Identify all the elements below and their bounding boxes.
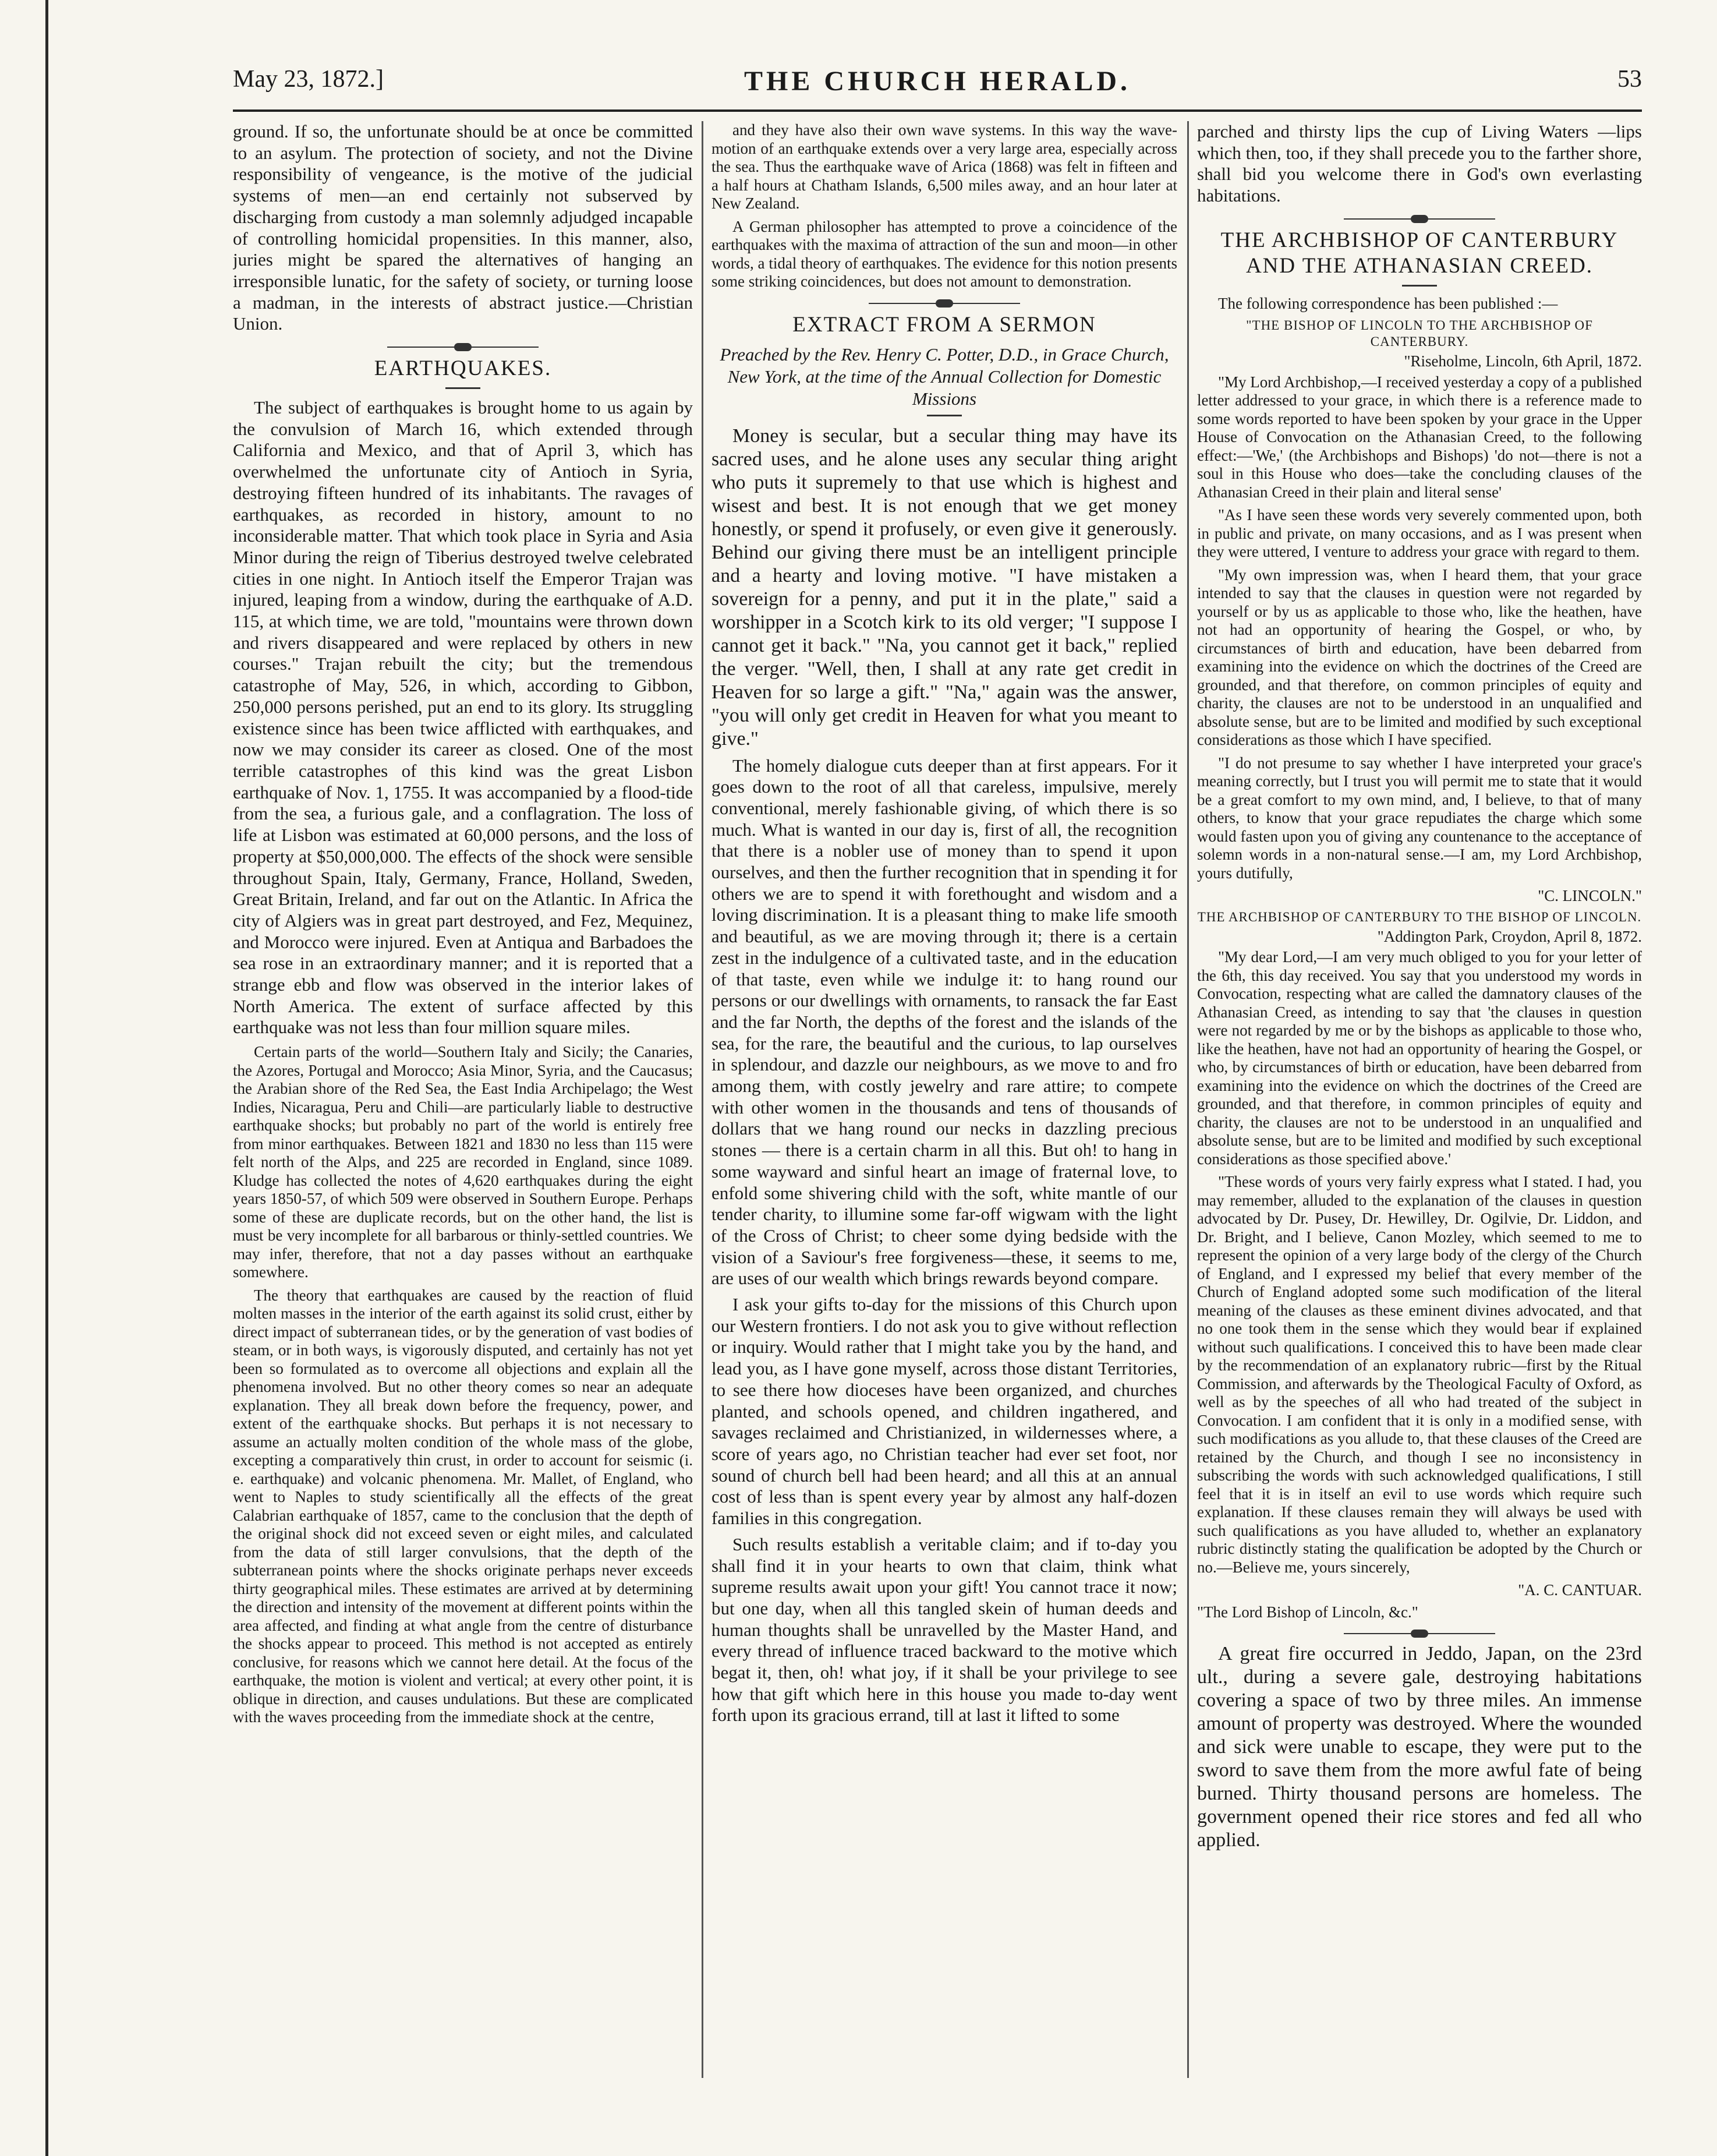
earthquakes-heading: EARTHQUAKES. <box>374 356 552 381</box>
newspaper-title: THE CHURCH HERALD. <box>744 66 1131 97</box>
sermon-continuation: parched and thirsty lips the cup of Living Waters —lips which then, too, if they shall precede you to the farther shore, shall bid you welcome there in God's own everlasting habitations. <box>1197 121 1642 206</box>
letter-paragraph: "These words of yours very fairly express what I stated. I had, you may remember, alluded to the explanation of the clauses in question advocated by Dr. Pusey, Dr. Hewilley, Dr. Ogilvie, Dr. Liddon, and Dr. Bright, and I believe, Canon Mozley, which seemed to me to represent the opinion of a very large body of the clergy of the Church of England, and I expressed my belief that every member of the Church of England adopted some such modification of the literal meaning of the clauses as these eminent divines advocated, and that no one took them in the sense which they would bear if explained without such qualifications. I conceived this to have been made clear by the recommendation of an explanatory rubric—first by the Ritual Commission, and afterwards by the Theological Faculty of Oxford, as well as by the speeches of all who had treated of the subject in Convocation. I am confident that it is only in a modified sense, with such modifications as you allude to, that these clauses of the Creed are retained by the Church, and though I see no inconsistency in subscribing the words with such acknowledged qualifications, I still feel that it is in itself an evil to use words which require such explanation. If these clauses remain they will always be used with such qualifications as you have alluded to, whether an explanatory rubric distinctly stating the qualification be adopted by the Church or no.—Believe me, yours sincerely, <box>1197 1173 1642 1576</box>
column-rule-2 <box>1187 121 1189 2078</box>
section-ornament <box>1344 1630 1495 1638</box>
column-rule-1 <box>702 121 703 2078</box>
earthquakes-paragraph: Certain parts of the world—Southern Italy and Sicily; the Canaries, the Azores, Portugal and Morocco; Asia Minor, Syria, and the Caucasus; the Arabian shore of the Red Sea, the East India Archipelago; the West Indies, Nicaragua, Peru and Chili—are particularly liable to destructive earthquake shocks; but probably no part of the world is entirely free from minor earthquakes. Between 1821 and 1830 no less than 115 were felt north of the Alps, and 225 are recorded in England, since 1089. Kludge has collected the notes of 4,620 earthquakes during the eight years 1850-57, of which 509 were observed in Southern Europe. Perhaps some of these are duplicate records, but on the other hand, the list is must be very incomplete for all barbarous or thinly-settled countries. We may infer, therefore, that not a day passes without an earthquake somewhere. <box>233 1043 693 1281</box>
section-ornament <box>1344 215 1495 223</box>
sermon-paragraph: Such results establish a veritable claim; and if to-day you shall find it in your hearts to own that claim, think what supreme results await upon your gift! You cannot trace it now; but one day, when all this tangled skein of human deeds and human thoughts shall be unravelled by the Master Hand, and every thread of influence traced backward to the motive which begat it, then, oh! what joy, if it shall be your privilege to see how that gift which here in this house you made to-day went forth upon its gracious errand, till at last it lifted to some <box>711 1533 1177 1726</box>
section-ornament <box>387 343 539 351</box>
letter-dateline: "Addington Park, Croydon, April 8, 1872. <box>1377 927 1642 945</box>
letter-paragraph: "My Lord Archbishop,—I received yesterday a copy of a published letter addressed to your grace, in which there is a reference made to some words reported to have been spoken by your grace in the Upper House of Convocation on the Athanasian Creed, to the following effect:—'We,' (the Archbishops and Bishops) 'do not—there is not a soul in this House who does—take the concluding clauses of the Athanasian Creed in their plain and literal sense' <box>1197 373 1642 501</box>
heading-dash <box>1402 285 1437 287</box>
archbishop-heading: THE ARCHBISHOP OF CANTERBURY AND THE ATHANASIAN CREED. <box>1220 228 1619 278</box>
letter-paragraph: "I do not presume to say whether I have interpreted your grace's meaning correctly, but I trust you will permit me to state that it would be a great comfort to my own mind, and, I believe, to that of many others, to know that your grace repudiates the charge which some would fasten upon you of giving any countenance to the acceptance of solemn words in a non-natural sense.—I am, my Lord Archbishop, yours dutifully, <box>1197 754 1642 882</box>
binding-margin-rule <box>45 0 48 2156</box>
heading-dash <box>927 415 962 416</box>
section-ornament <box>869 299 1020 308</box>
earthquakes-paragraph: The subject of earthquakes is brought home to us again by the convulsion of March 16, which extended through California and Mexico, and that of April 3, which has overwhelmed the unfortunate city of Antioch in Syria, destroying fifteen hundred of its inhabitants. The ravages of earthquakes, as recorded in history, amount to no inconsiderable matter. That which took place in Syria and Asia Minor during the reign of Tiberius destroyed twelve celebrated cities in one night. In Antioch itself the Emperor Trajan was injured, leaping from a window, during the earthquake of A.D. 115, at which time, we are told, "mountains were thrown down and rivers disappeared and were replaced by others in new courses." Trajan rebuilt the city; but the tremendous catastrophe of May, 526, in which, according to Gibbon, 250,000 persons perished, put an end to its glory. Its struggling existence since has been twice afflicted with earthquakes, and now we may consider its career as closed. One of the most terrible catastrophes of this kind was the great Lisbon earthquake of Nov. 1, 1755. It was accompanied by a flood-tide from the sea, a furious gale, and a conflagration. The loss of life at Lisbon was estimated at 60,000 persons, and the loss of property at $50,000,000. The effects of the shock were sensible throughout Spain, Italy, Germany, France, Holland, Sweden, Great Britain, Ireland, and far out on the Atlantic. In Africa the city of Algiers was in great part destroyed, and Fez, Mequinez, and Morocco were injured. Even at Antiqua and Barbadoes the sea rose in an extraordinary manner; and it is reported that a strange ebb and flow was observed in the interior lakes of North America. The extent of surface affected by this earthquake was not less than four million square miles. <box>233 397 693 1038</box>
earthquakes-paragraph: and they have also their own wave systems. In this way the wave-motion of an earthquake extends over a very large area, especially across the sea. Thus the earthquake wave of Arica (1868) was felt in fifteen and a half hours at Chatham Islands, 6,500 miles away, and an hour later at New Zealand. <box>711 121 1177 212</box>
sermon-paragraph: I ask your gifts to-day for the missions of this Church upon our Western frontiers. I do not ask you to give without reflection or inquiry. Would rather that I might take you by the hand, and lead you, as I have gone myself, across those distant Territories, to see there how dioceses have been organized, and churches planted, and schools opened, and children ingathered, and savages reclaimed and Christianized, in wildernesses where, a score of years ago, no Christian teacher had ever set foot, nor sound of church bell had been heard; and all this at an annual cost of less than is spent every year by almost any half-dozen families in this congregation. <box>711 1294 1177 1529</box>
letter-caption: THE ARCHBISHOP OF CANTERBURY TO THE BISHOP OF LINCOLN. <box>1197 909 1642 924</box>
letter-signature: "A. C. CANTUAR. <box>1518 1581 1642 1599</box>
column-1 <box>233 121 693 2125</box>
letter-dateline: "Riseholme, Lincoln, 6th April, 1872. <box>1404 352 1642 370</box>
article-continuation: ground. If so, the unfortunate should be at once be committed to an asylum. The protection of society, and not the Divine responsibility of vengeance, is the motive of the judicial systems of men—an end certainly not subserved by discharging from custody a man solemnly adjudged incapable of controlling homicidal propensities. In this manner, also, juries might be spared the alternatives of hanging an irresponsible lunatic, for the safety of society, or turning loose a madman, in the interests of abstract justice.—Christian Union. <box>233 121 693 334</box>
letter-paragraph: "My dear Lord,—I am very much obliged to you for your letter of the 6th, this day received. You say that you understood my words in Convocation, respecting what are called the damnatory clauses of the Athanasian Creed, as intending to say that 'the clauses in question were not regarded by me or by the bishops as applicable to those who, like the heathen, have not had an opportunity of hearing the Gospel, or who, by circumstances of birth or education, have been debarred from examining into the evidence on which the doctrines of the Creed are grounded, and that therefore, in common principles of equity and charity, the clauses are not to be understood in an unqualified and absolute sense, but are to be limited and modified by such exceptional considerations as those specified above.' <box>1197 948 1642 1168</box>
letter-paragraph: "As I have seen these words very severely commented upon, both in public and private, on many occasions, and as I was present when they were uttered, I venture to address your grace with regard to them. <box>1197 506 1642 561</box>
header-rule <box>233 109 1642 112</box>
jeddo-fire-paragraph: A great fire occurred in Jeddo, Japan, on the 23rd ult., during a severe gale, destroying habitations covering a space of two by three miles. An immense amount of property was destroyed. Where the wounded and sick were unable to escape, they were put to the sword to save them from the more awful fate of being burned. Thirty thousand persons are homeless. The government opened their rice stores and fed all who applied. <box>1197 1643 1642 1851</box>
letter-paragraph: "My own impression was, when I heard them, that your grace intended to say that the clauses in question were not regarded by yourself or by us as applicable to those who, like the heathen, have not had an opportunity of hearing the Gospel, or who, by circumstances of birth and education, have been debarred from examining into the evidence on which the doctrines of the Creed are grounded, and that therefore, on common principles of equity and charity, the clauses are not to be understood in an unqualified and absolute sense, but are to be limited and modified by such exceptional considerations as those which I have specified. <box>1197 565 1642 749</box>
letter-addressee: "The Lord Bishop of Lincoln, &c." <box>1197 1603 1418 1621</box>
sermon-paragraph: The homely dialogue cuts deeper than at first appears. For it goes down to the root of all that careless, impulsive, merely conventional, merely fashionable giving, of which there is so much. What is wanted in our day is, first of all, the recognition that there is a nobler use of money than to spend it upon ourselves, and then the further recognition that in spending it for others we are to spend it with forethought and wisdom and a loving discrimination. It is a pleasant thing to make life smooth and beautiful, as we are moving through it; there is a certain zest in the indulgence of a cultivated taste, and in the education of that taste, even while we indulge it: to hang round our persons or our dwellings with ornaments, to ransack the far East and the far North, the depths of the forest and the islands of the sea, for the rare, the beautiful and the curious, to lap ourselves in splendour, and dazzle our neighbours, as we move to and fro among them, with costly jewelry and rare attire; to compete with other women in the thousands and tens of thousands of dollars that we hang round our necks in dazzling precious stones — there is a certain charm in all this. But oh! to hang in some wayward and sinful heart an image of fraternal love, to enfold some shivering child with the soft, white mantle of our tender charity, to illumine some far-off wigwam with the light of the Cross of Christ; to cheer some dying bedside with the vision of a Saviour's free forgiveness—these, it seems to me, are uses of our wealth which brings rewards beyond compare. <box>711 755 1177 1289</box>
column-2 <box>711 121 1177 2125</box>
earthquakes-paragraph: The theory that earthquakes are caused by the reaction of fluid molten masses in the interior of the earth against its solid crust, either by direct impact of subterranean tides, or by the generation of vast bodies of steam, or in both ways, is vigorously disputed, and certainly has not yet been so formulated as to overcome all objections and explain all the phenomena involved. But no other theory comes so near an adequate explanation. They all break down before the frequency, power, and extent of the earthquake shocks. But perhaps it is not necessary to assume an actually molten condition of the whole mass of the globe, excepting a comparatively thin crust, in order to account for seismic (i. e. earthquake) and volcanic phenomena. Mr. Mallet, of England, who went to Naples to study scientifically all the effects of the great Calabrian earthquake of 1857, came to the conclusion that the depth of the original shock did not exceed seven or eight miles, and calculated from the data of still larger convulsions, that the depth of the subterranean points where the shocks originate perhaps never exceeds thirty geographical miles. These estimates are arrived at by determining the direction and intensity of the movement at different points within the area affected, and finding at what angle from the centre of disturbance the shocks appear to proceed. This method is not accepted as entirely conclusive, for reasons which we cannot here detail. At the focus of the earthquake, the motion is violent and vertical; at every other point, it is oblique in direction, and causes undulations. But these are complicated with the waves proceeding from the immediate shock at the centre, <box>233 1286 693 1726</box>
column-3 <box>1197 121 1642 2125</box>
sermon-paragraph: Money is secular, but a secular thing may have its sacred uses, and he alone uses any secular thing aright who puts it supremely to that use which is highest and wisest and best. It is not enough that we get money honestly, or spend it profusely, or even give it generously. Behind our giving there must be an intelligent principle and a hearty and loving motive. "I have mistaken a sovereign for a penny, and put it in the plate," said a worshipper in a Scotch kirk to its old verger; "I suppose I cannot get it back." "Na, you cannot get it back," replied the verger. "Well, then, I shall at any rate get credit in Heaven for so large a gift." "Na," again was the answer, "you will only get credit in Heaven for what you meant to give." <box>711 425 1177 750</box>
letter-caption: "THE BISHOP OF LINCOLN TO THE ARCHBISHOP OF CANTERBURY. <box>1246 318 1593 349</box>
correspondence-intro: The following correspondence has been published :— <box>1218 294 1558 312</box>
sermon-subheading: Preached by the Rev. Henry C. Potter, D.D., in Grace Church, New York, at the time of the Annual Collection for Domestic Missions <box>720 344 1169 409</box>
page-number: 53 <box>1617 66 1642 93</box>
masthead <box>233 65 1642 106</box>
heading-dash <box>445 387 480 389</box>
sermon-heading: EXTRACT FROM A SERMON <box>792 312 1096 337</box>
earthquakes-paragraph: A German philosopher has attempted to prove a coincidence of the earthquakes with the maxima of attraction of the sun and moon—in other words, a tidal theory of earthquakes. The evidence for this notion presents some striking coincidences, but does not amount to demonstration. <box>711 217 1177 290</box>
issue-date: May 23, 1872.] <box>233 66 384 93</box>
letter-signature: "C. LINCOLN." <box>1538 887 1642 905</box>
